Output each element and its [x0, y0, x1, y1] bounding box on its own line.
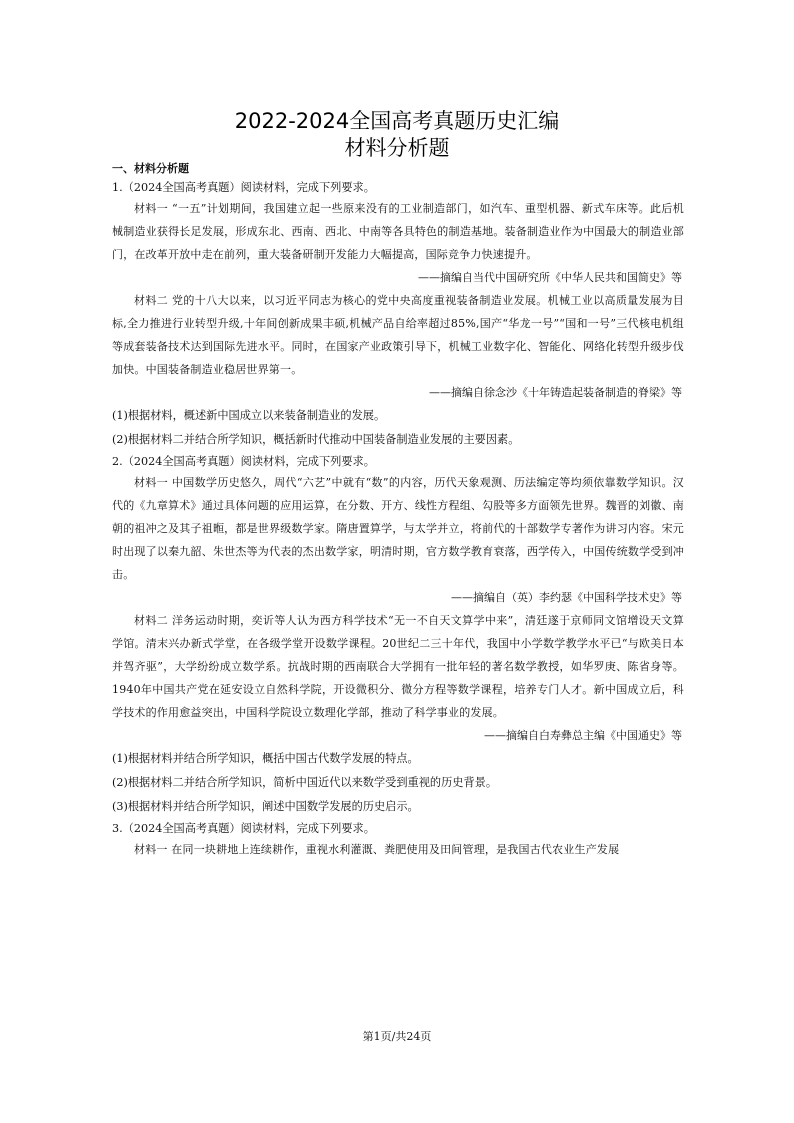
material-source: ——摘编自当代中国研究所《中华人民共和国简史》等: [418, 271, 682, 284]
section-heading: 一、材料分析题: [112, 162, 189, 175]
question-header: 3.（2024全国高考真题）阅读材料，完成下列要求。: [112, 822, 375, 835]
document-subtitle: 材料分析题: [344, 136, 450, 160]
material-text: 材料二 党的十八大以来，以习近平同志为核心的党中央高度重视装备制造业发展。机械工业以高质量发展为目标,全力推进行业转型升级,十年间创新成果丰硕,机械产品自给率超过85%,国产“华龙一号”“国和一号”三代核电机组等成套装备技术达到国际先进水平。同时，在国家产业政策引导下，机械工业数字化、智能化、网络化转型升级步伐加快。中国装备制造业稳居世界第一。: [112, 294, 684, 376]
subquestion: (2)根据材料二并结合所学知识，概括新时代推动中国装备制造业发展的主要因素。: [112, 433, 520, 446]
material-text: 材料一 中国数学历史悠久，周代“六艺”中就有“数”的内容，历代天象观测、历法编定等均须依靠数学知识。汉代的《九章算术》通过具体问题的应用运算，在分数、开方、线性方程组、勾股等多方面领先世界。魏晋的刘徽、南朝的祖冲之及其子祖暅，都是世界级数学家。隋唐置算学，与太学并立，将前代的十部数学专著作为讲习内容。宋元时出现了以秦九韶、朱世杰等为代表的杰出数学家，明清时期，官方数学教育衰落，西学传入，中国传统数学受到冲击。: [112, 476, 684, 581]
subquestion: (3)根据材料并结合所学知识，阐述中国数学发展的历史启示。: [112, 800, 419, 813]
page-number: 第1页/共24页: [362, 1030, 432, 1043]
questions-content: [112, 178, 684, 861]
material-source: ——摘编自（英）李约瑟《中国科学技术史》等: [451, 591, 682, 604]
question-header: 2.（2024全国高考真题）阅读材料，完成下列要求。: [112, 455, 375, 468]
subquestion: (2)根据材料二并结合所学知识，简析中国近代以来数学受到重视的历史背景。: [112, 776, 498, 789]
material-source: ——摘编自徐念沙《十年铸造起装备制造的脊梁》等: [429, 386, 682, 399]
subquestion: (1)根据材料，概述新中国成立以来装备制造业的发展。: [112, 409, 386, 422]
material-text: 材料一 在同一块耕地上连续耕作，重视水利灌溉、粪肥使用及田间管理，是我国古代农业生产发展: [134, 843, 620, 856]
subquestion: (1)根据材料并结合所学知识，概括中国古代数学发展的特点。: [112, 752, 419, 765]
question-header: 1.（2024全国高考真题）阅读材料，完成下列要求。: [112, 181, 375, 194]
document-title: 2022-2024全国高考真题历史汇编: [234, 109, 560, 133]
material-text: 材料二 洋务运动时期，奕䜣等人认为西方科学技术“无一不自天文算学中来”，清廷遂于京师同文馆增设天文算学馆。清末兴办新式学堂，在各级学堂开设数学课程。20世纪二三十年代，我国中小学数学教学水平已“与欧美日本并驾齐驱”，大学纷纷成立数学系。抗战时期的西南联合大学拥有一批年轻的著名数学教授，如华罗庚、陈省身等。1940年中国共产党在延安设立自然科学院，开设微积分、微分方程等数学课程，培养专门人才。新中国成立后，科学技术的作用愈益突出，中国科学院设立数理化学部，推动了科学事业的发展。: [112, 614, 684, 719]
material-text: 材料一 “一五”计划期间，我国建立起一些原来没有的工业制造部门，如汽车、重型机器、新式车床等。此后机械制造业获得长足发展，形成东北、西南、西北、中南等各具特色的制造基地。装备制造业作为中国最大的制造业部门，在改革开放中走在前列，重大装备研制开发能力大幅提高，国际竞争力快速提升。: [112, 202, 684, 261]
material-source: ——摘编自白寿彝总主编《中国通史》等: [484, 729, 682, 742]
